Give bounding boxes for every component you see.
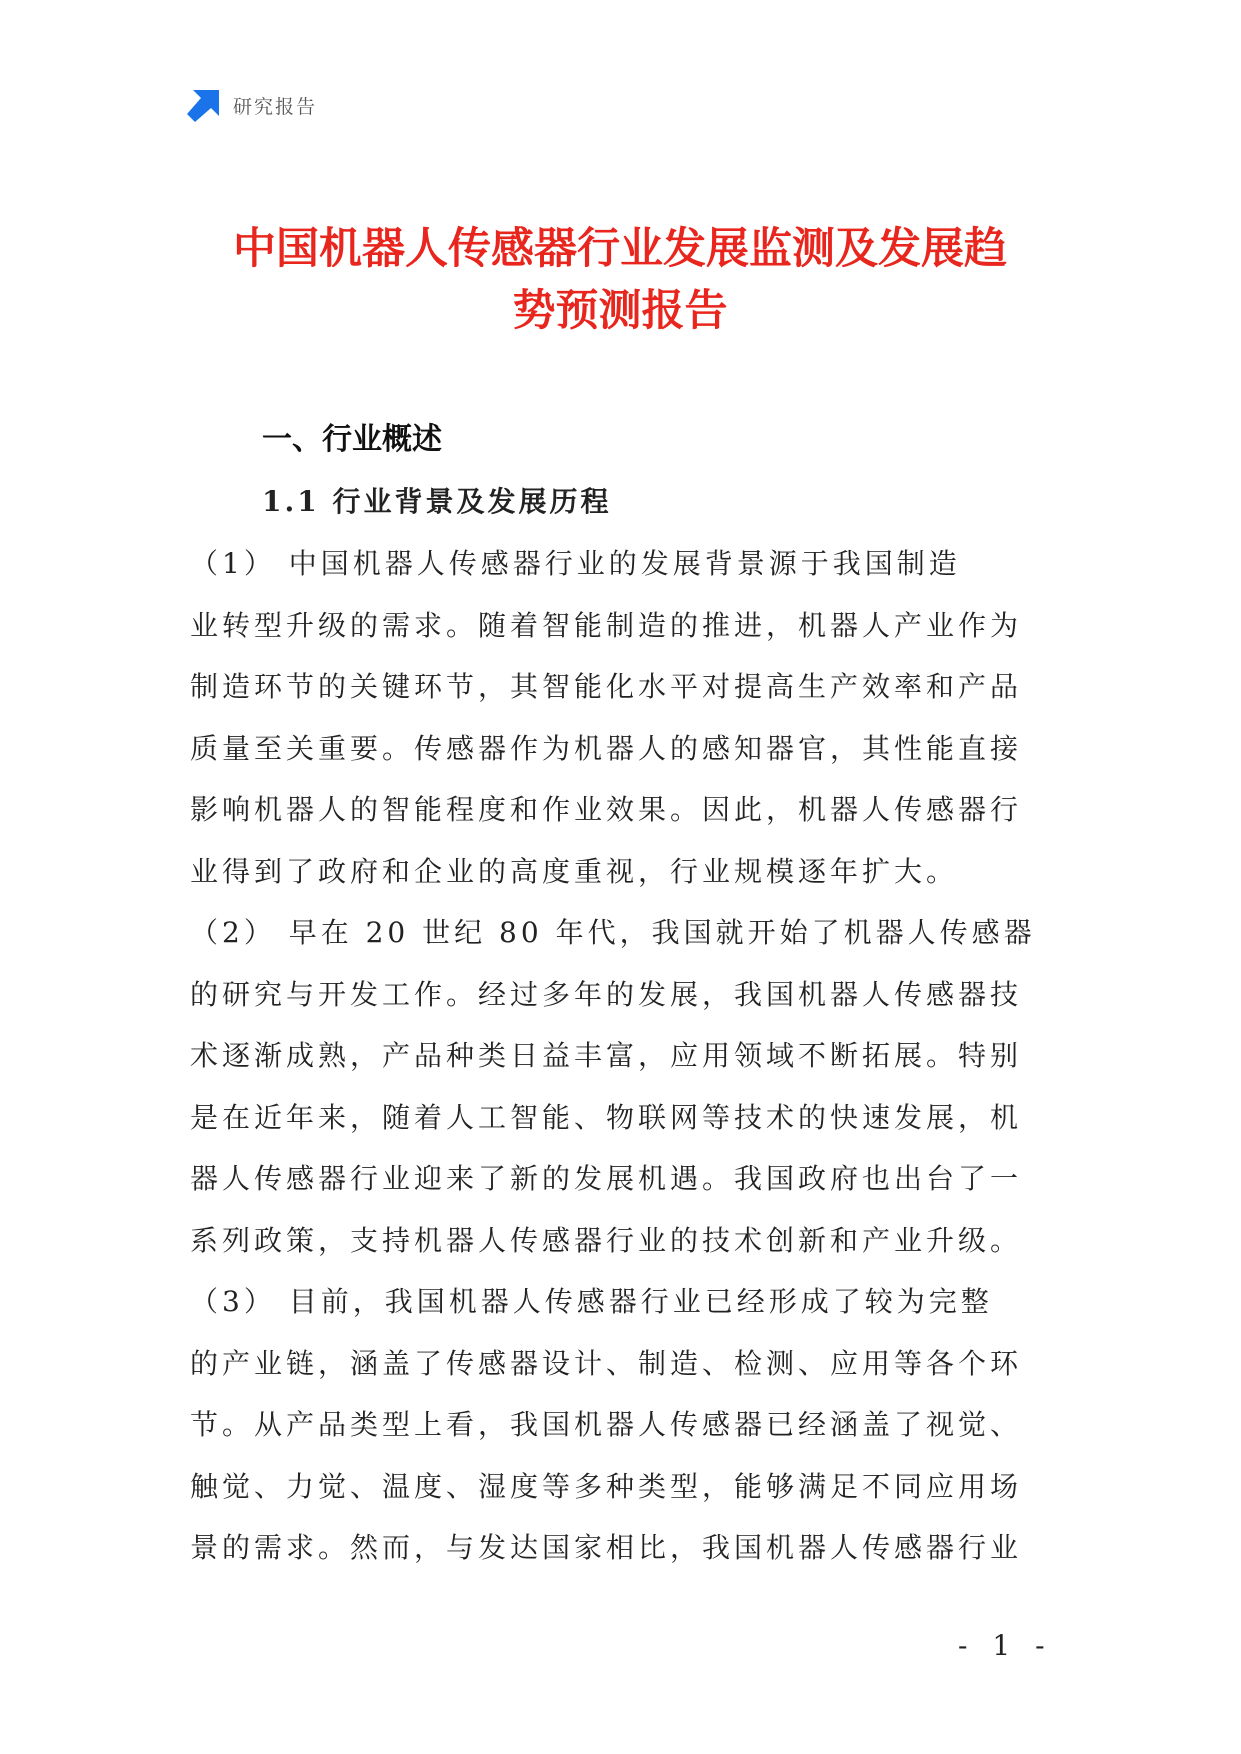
paragraph-line: 器人传感器行业迎来了新的发展机遇。我国政府也出台了一 <box>190 1162 1023 1195</box>
document-title <box>160 218 1080 342</box>
arrow-up-right-icon <box>187 88 221 122</box>
paragraph <box>190 1271 1070 1579</box>
paragraph-line: 是在近年来，随着人工智能、物联网等技术的快速发展，机 <box>190 1100 1023 1134</box>
document-header <box>187 88 317 122</box>
section-heading: 一、行业概述 <box>262 422 442 457</box>
paragraph <box>190 533 1070 902</box>
title-line: 中国机器人传感器行业发展监测及发展趋 <box>233 224 1007 274</box>
paragraph-line: 业得到了政府和企业的高度重视，行业规模逐年扩大。 <box>190 854 959 888</box>
paragraph-line: 节。从产品类型上看，我国机器人传感器已经涵盖了视觉、 <box>190 1408 1023 1441</box>
title-line: 势预测报告 <box>512 286 728 336</box>
paragraph-line: （1） 中国机器人传感器行业的发展背景源于我国制造 <box>190 547 961 580</box>
paragraph-line: 术逐渐成熟，产品种类日益丰富，应用领域不断拓展。特别 <box>190 1039 1023 1072</box>
paragraph-line: （3） 目前，我国机器人传感器行业已经形成了较为完整 <box>190 1285 993 1318</box>
paragraph-line: 的研究与开发工作。经过多年的发展，我国机器人传感器技 <box>190 977 1023 1011</box>
paragraph-line: 触觉、力觉、温度、湿度等多种类型，能够满足不同应用场 <box>190 1469 1023 1503</box>
paragraph <box>190 902 1070 1271</box>
subsection-heading: 1.1 行业背景及发展历程 <box>262 485 612 518</box>
page-number: - 1 - <box>958 1629 1053 1662</box>
paragraph-line: 制造环节的关键环节，其智能化水平对提高生产效率和产品 <box>190 670 1023 703</box>
paragraph-line: 质量至关重要。传感器作为机器人的感知器官，其性能直接 <box>190 731 1023 765</box>
paragraph-line: 景的需求。然而，与发达国家相比，我国机器人传感器行业 <box>190 1531 1023 1564</box>
paragraph-line: 系列政策，支持机器人传感器行业的技术创新和产业升级。 <box>190 1223 1023 1257</box>
paragraph-line: 影响机器人的智能程度和作业效果。因此，机器人传感器行 <box>190 793 1023 826</box>
paragraph-line: （2） 早在 20 世纪 80 年代，我国就开始了机器人传感器 <box>190 916 1036 949</box>
paragraph-line: 的产业链，涵盖了传感器设计、制造、检测、应用等各个环 <box>190 1346 1023 1380</box>
paragraph-line: 业转型升级的需求。随着智能制造的推进，机器人产业作为 <box>190 608 1023 642</box>
header-label: 研究报告 <box>233 95 318 118</box>
